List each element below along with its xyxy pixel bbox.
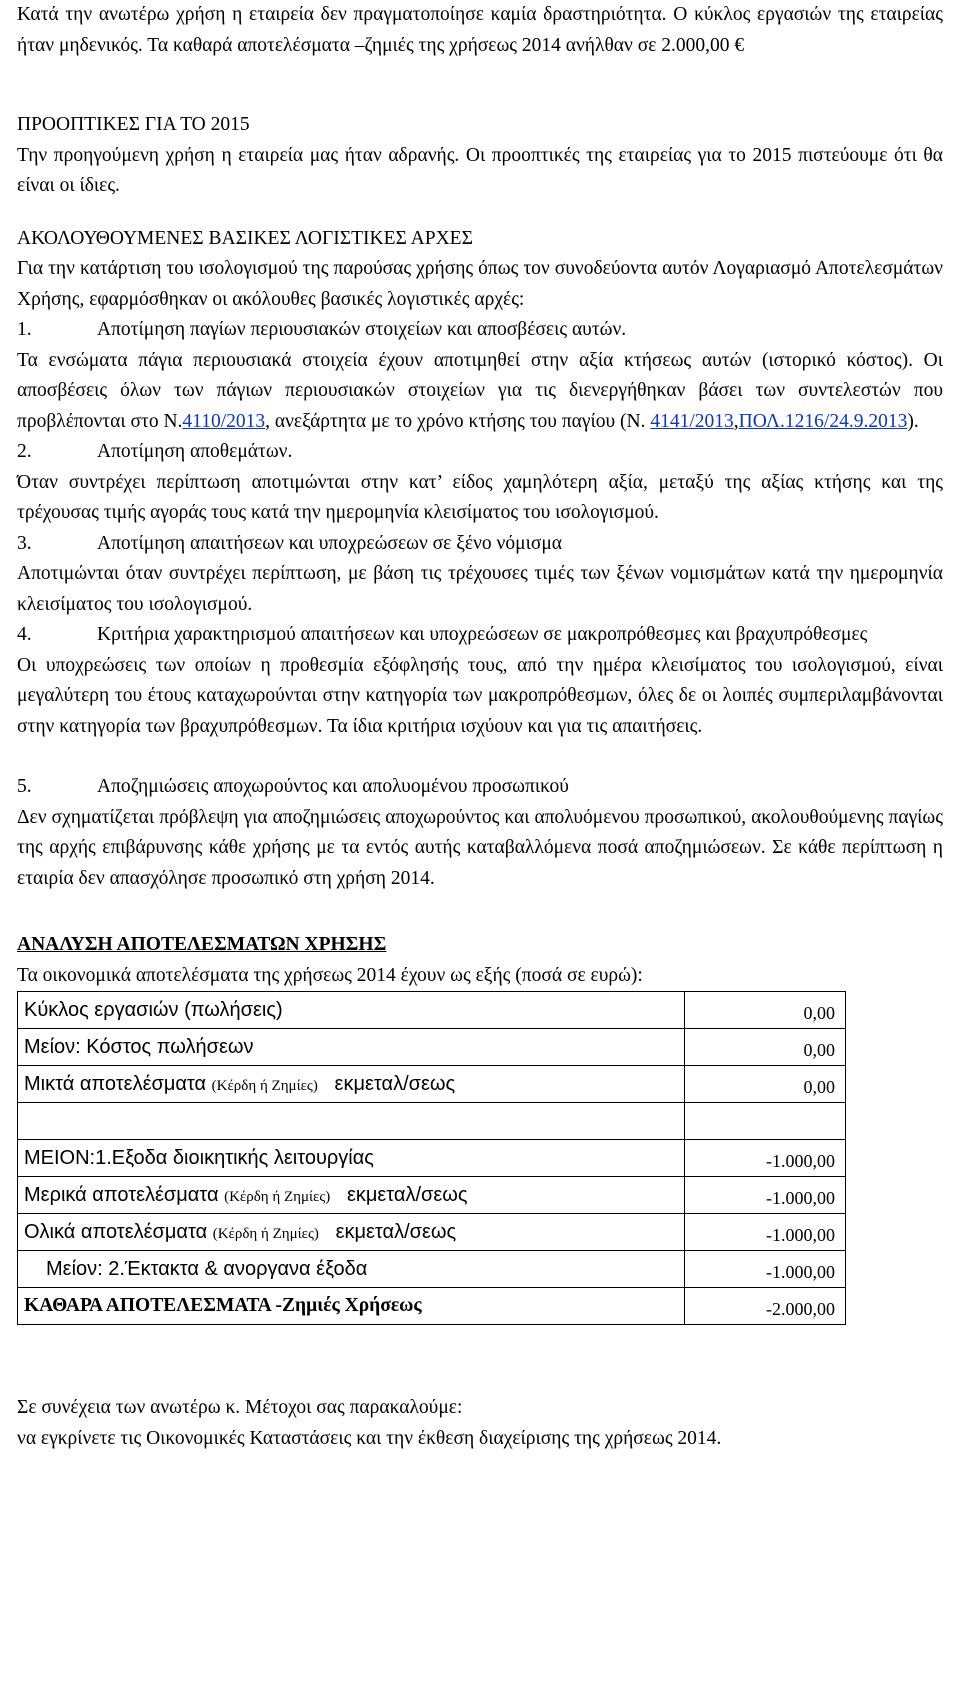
pol-link-1216[interactable]: ΠΟΛ.1216/24.9.2013 [738,410,908,432]
row-label-suffix: εκμεταλ/σεως [334,1072,456,1095]
law-link-4141-2013[interactable]: 4141/2013 [650,410,734,432]
row-label: ΜΕΙΟΝ:1.Εξοδα διοικητικής λειτουργίας [18,1140,685,1177]
principle-2-number: 2. [17,441,32,462]
prospects-text: Την προηγούμενη χρήση η εταιρεία μας ήταν αδρανής. Οι προοπτικές της εταιρείας για το 2015 πιστεύουμε ότι θα είναι οι ίδιες. [17,144,943,196]
row-value: 0,00 [685,1029,846,1066]
row-value: -1.000,00 [685,1140,846,1177]
intro-paragraph: Κατά την ανωτέρω χρήση η εταιρεία δεν πραγματοποίησε καμία δραστηριότητα. Ο κύκλος εργασιών της εταιρείας ήταν μηδενικός. Τα καθαρά αποτελέσματα –ζημιές της χρήσεως 2014 ανήλθαν σε 2.000,00 € [17,4,943,56]
principle-3-title-text: Αποτίμηση απαιτήσεων και υποχρεώσεων σε ξένο νόμισμα [97,532,563,554]
principle-3-title [17,529,943,560]
principle-3-text: Αποτιμώνται όταν συντρέχει περίπτωση, με βάση τις τρέχουσες τιμές των ξένων νομισμάτων κατά την ημερομηνία κλεισίματος του ισολογισμού. [17,563,943,615]
principle-3-number: 3. [17,532,32,554]
principle-5-number: 5. [17,776,32,797]
principle-4-title-text: Κριτήρια χαρακτηρισμού απαιτήσεων και υποχρεώσεων σε μακροπρόθεσμες και βραχυπρόθεσμες [97,624,868,645]
row-value: 0,00 [685,992,846,1029]
principle-1-text [17,346,943,438]
principle-5-title [17,772,943,803]
row-label [18,1214,685,1251]
closing-line-2: να εγκρίνετε τις Οικονομικές Καταστάσεις και την έκθεση διαχείρισης της χρήσεως 2014. [17,1427,722,1449]
row-label: Μείον: Κόστος πωλήσεων [18,1029,685,1066]
law-link-4110-2013[interactable]: 4110/2013 [182,410,266,432]
principle-4-text: Οι υποχρεώσεις των οποίων η προθεσμία εξόφλησής τους, από την ημέρα κλεισίματος του ισολογισμού, είναι μεγαλύτερη του έτους καταχωρούνται στην κατηγορία των μακροπρόθεσμων, όλες δε οι λοιπές συμπεριλαμβάνονται στην κατηγορία των βραχυπρόθεσμων. Τα ίδια κριτήρια ισχύουν και για τις απαιτήσεις. [17,654,943,737]
table-row [18,1029,846,1066]
row-value: -1.000,00 [685,1214,846,1251]
table-row [18,1177,846,1214]
empty-cell [18,1103,685,1140]
row-label: ΚΑΘΑΡΑ ΑΠΟΤΕΛΕΣΜΑΤΑ -Ζημιές Χρήσεως [18,1288,685,1325]
table-row-empty [18,1103,846,1140]
row-label-main: Ολικά αποτελέσματα [24,1220,208,1243]
prospects-heading: ΠΡΟΟΠΤΙΚΕΣ ΓΙΑ ΤΟ 2015 [17,114,250,135]
row-label-suffix: εκμεταλ/σεως [346,1183,468,1206]
document-page [17,0,943,1454]
row-value: -2.000,00 [685,1288,846,1325]
results-table [17,991,846,1325]
principle-1-text-c: , [733,410,739,432]
principle-2-text: Όταν συντρέχει περίπτωση αποτιμώνται στην κατ’ είδος χαμηλότερη αξία, μεταξύ της αξίας κτήσης και της τρέχουσας τιμής αγοράς τους κατά την ημερομηνία κλεισίματος του ισολογισμού. [17,471,943,523]
table-row [18,1251,846,1288]
principle-1-text-b: , ανεξάρτητα με το χρόνο κτήσης του παγίου (Ν. [265,410,651,432]
row-label-sub: (Κέρδη ή Ζημίες) [211,1077,318,1094]
principles-text: Για την κατάρτιση του ισολογισμού της παρούσας χρήσης όπως τον συνοδεύοντα αυτόν Λογαριασμό Αποτελεσμάτων Χρήσης, εφαρμόσθηκαν οι ακόλουθες βασικές λογιστικές αρχές: [17,258,943,310]
principle-1-title [17,315,943,346]
row-label-main: Μικτά αποτελέσματα [24,1072,207,1095]
principles-heading: ΑΚΟΛΟΥΘΟΥΜΕΝΕΣ ΒΑΣΙΚΕΣ ΛΟΓΙΣΤΙΚΕΣ ΑΡΧΕΣ [17,227,473,249]
row-label [18,1066,685,1103]
principle-2-title-text: Αποτίμηση αποθεμάτων. [97,441,293,462]
principle-4-number: 4. [17,624,32,645]
principle-5-text: Δεν σχηματίζεται πρόβλεψη για αποζημιώσεις αποχωρούντος και απολυόμενου προσωπικού, ακολουθούμενης παγίως της αρχής επιβάρυνσης κάθε χρήσης με τα εντός αυτής καταβαλλόμενα ποσά αποζημιώσεων. Σε κάθε περίπτωση η εταιρία δεν απασχόλησε προσωπικό στη χρήση 2014. [17,806,943,889]
row-label-suffix: εκμεταλ/σεως [335,1220,457,1243]
principle-1-number: 1. [17,319,32,340]
analysis-heading: ΑΝΑΛΥΣΗ ΑΠΟΤΕΛΕΣΜΑΤΩΝ ΧΡΗΣΗΣ [17,934,387,955]
row-value: -1.000,00 [685,1177,846,1214]
principle-4-title [17,620,943,651]
closing-line-1: Σε συνέχεια των ανωτέρω κ. Μέτοχοι σας παρακαλούμε: [17,1397,463,1418]
row-label [18,1177,685,1214]
row-value: 0,00 [685,1066,846,1103]
row-label-sub: (Κέρδη ή Ζημίες) [212,1225,319,1242]
empty-cell [685,1103,846,1140]
row-label-sub: (Κέρδη ή Ζημίες) [224,1188,331,1205]
row-value: -1.000,00 [685,1251,846,1288]
row-label: Μείον: 2.Έκτακτα & ανοργανα έξοδα [18,1251,685,1288]
principle-5-title-text: Αποζημιώσεις αποχωρούντος και απολυομένου προσωπικού [97,776,569,797]
principle-2-title [17,437,943,468]
principle-1-text-d: ). [907,410,919,432]
table-row [18,992,846,1029]
analysis-intro: Τα οικονομικά αποτελέσματα της χρήσεως 2014 έχουν ως εξής (ποσά σε ευρώ): [17,964,643,986]
row-label: Κύκλος εργασιών (πωλήσεις) [18,992,685,1029]
table-row [18,1214,846,1251]
principle-1-text-a: Τα ενσώματα πάγια περιουσιακά στοιχεία έχουν αποτιμηθεί στην αξία κτήσεως αυτών (ιστορικό κόστος). Οι αποσβέσεις όλων των πάγιων περιουσιακών στοιχείων για τις διενεργήθηκαν βάσει των συντελεστών που προβλέπονται στο Ν. [17,349,943,432]
row-label-main: Μερικά αποτελέσματα [24,1183,219,1206]
table-row [18,1066,846,1103]
table-row [18,1140,846,1177]
table-row-total [18,1288,846,1325]
principle-1-title-text: Αποτίμηση παγίων περιουσιακών στοιχείων και αποσβέσεις αυτών. [97,319,627,340]
